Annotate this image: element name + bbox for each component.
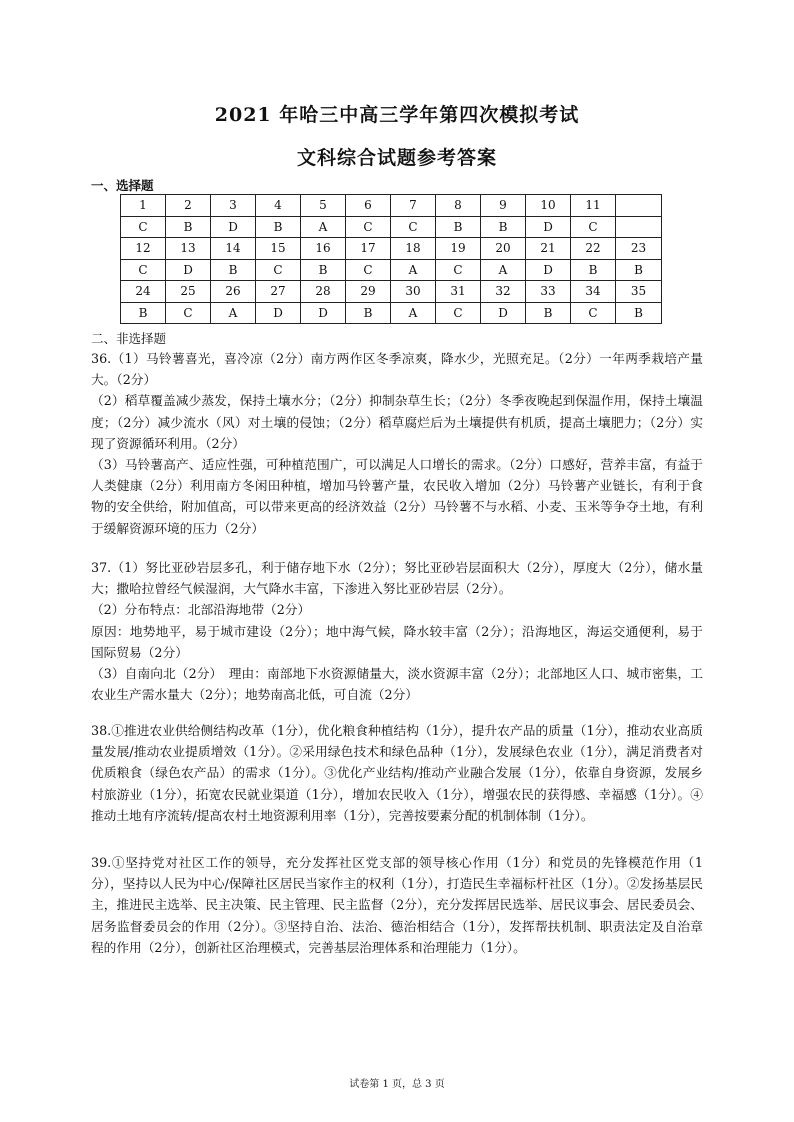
answer-38 [91, 720, 703, 826]
answer-37-reason: 原因：地势地平，易于城市建设（2分）；地中海气候，降水较丰富（2分）；沿海地区，海运交通便利，易于国际贸易（2分） [91, 623, 703, 660]
table-cell: A [211, 302, 256, 324]
table-cell: 30 [391, 281, 436, 303]
table-cell: A [391, 259, 436, 281]
table-cell: C [256, 259, 301, 281]
answer-36-part-2: （2）稻草覆盖减少蒸发，保持土壤水分；（2分）抑制杂草生长；（2分）冬季夜晚起到保温作用，保持土壤温度；（2分）减少流水（风）对土壤的侵蚀；（2分）稻草腐烂后为土壤提供有机质，提高土壤肥力；（2分）实现了资源循环利用。（2分） [91, 393, 703, 451]
table-cell: B [121, 302, 166, 324]
table-cell: B [571, 259, 616, 281]
table-cell: 25 [166, 281, 211, 303]
table-cell: D [526, 216, 571, 238]
table-cell: A [301, 216, 346, 238]
answer-36-part-1: 36.（1）马铃薯喜光，喜冷凉（2分）南方两作区冬季凉爽，降水少，光照充足。（2分）一年两季栽培产量大。（2分） [91, 351, 703, 388]
table-cell: D [301, 302, 346, 324]
table-cell: D [256, 302, 301, 324]
table-cell: D [211, 216, 256, 238]
table-cell: 13 [166, 238, 211, 260]
table-cell: A [481, 259, 526, 281]
table-cell: 1 [121, 195, 166, 217]
table-cell: 10 [526, 195, 571, 217]
table-cell: 11 [571, 195, 616, 217]
table-cell: 33 [526, 281, 571, 303]
table-cell: B [526, 302, 571, 324]
table-cell: 26 [211, 281, 256, 303]
answer-39-text: 39.①坚持党对社区工作的领导，充分发挥社区党支部的领导核心作用（1分）和党员的先锋模范作用（1分），坚持以人民为中心/保障社区居民当家作主的权利（1分），打造民生幸福标杆社区（1分）。②发扬基层民主，推进民主选举、民主决策、民主管理、民主监督（2分），充分发挥居民选举、居民议事会、居民委员会、居务监督委员会的作用（2分）。③坚持自治、法治、德治相结合（1分），发挥帮扶机制、职责法定及自治章程的作用（2分），创新社区治理模式，完善基层治理体系和治理能力（1分）。 [91, 855, 703, 955]
table-cell: C [166, 302, 211, 324]
table-cell: B [301, 259, 346, 281]
section-heading-choice: 一、选择题 [91, 178, 154, 193]
table-cell: 14 [211, 238, 256, 260]
answer-36 [91, 348, 703, 539]
table-cell: 28 [301, 281, 346, 303]
page-footer: 试卷第 1 页，总 3 页 [349, 1079, 445, 1090]
table-cell: B [481, 216, 526, 238]
table-cell: 15 [256, 238, 301, 260]
table-cell: B [616, 259, 662, 281]
table-row [121, 238, 662, 260]
answer-36-part-3: （3）马铃薯高产、适应性强，可种植范围广，可以满足人口增长的需求。（2分）口感好，营养丰富，有益于人类健康（2分）利用南方冬闲田种植，增加马铃薯产量，农民收入增加（2分）马铃薯产业链长，有利于食物的安全供给，附加值高，可以带来更高的经济效益（2分）马铃薯不与水稻、小麦、玉米等争夺土地，有利于缓解资源环境的压力（2分） [91, 457, 703, 536]
table-cell: C [346, 216, 391, 238]
answer-39 [91, 852, 703, 958]
table-cell: 34 [571, 281, 616, 303]
table-cell: C [121, 259, 166, 281]
table-cell: 12 [121, 238, 166, 260]
table-cell: 31 [436, 281, 481, 303]
table-cell [616, 216, 662, 238]
table-cell: C [571, 302, 616, 324]
table-cell: B [166, 216, 211, 238]
table-cell: 22 [571, 238, 616, 260]
answer-table [120, 194, 662, 324]
table-cell: C [436, 302, 481, 324]
table-cell: 9 [481, 195, 526, 217]
table-row [121, 216, 662, 238]
table-cell: C [571, 216, 616, 238]
table-cell: C [346, 259, 391, 281]
table-cell: B [256, 216, 301, 238]
table-cell: 35 [616, 281, 662, 303]
table-cell: 20 [481, 238, 526, 260]
table-cell: C [121, 216, 166, 238]
table-row [121, 302, 662, 324]
table-cell: 4 [256, 195, 301, 217]
table-cell: 21 [526, 238, 571, 260]
table-row [121, 281, 662, 303]
table-cell: D [481, 302, 526, 324]
table-cell: C [391, 216, 436, 238]
table-cell: 16 [301, 238, 346, 260]
table-cell: 29 [346, 281, 391, 303]
table-cell: 6 [346, 195, 391, 217]
table-cell: 19 [436, 238, 481, 260]
table-cell: C [436, 259, 481, 281]
answer-37 [91, 557, 703, 705]
table-cell: 18 [391, 238, 436, 260]
table-cell: A [391, 302, 436, 324]
table-cell: 32 [481, 281, 526, 303]
answer-38-text: 38.①推进农业供给侧结构改革（1分），优化粮食种植结构（1分），提升农产品的质量（1分），推动农业高质量发展/推动农业提质增效（1分）。②采用绿色技术和绿色品种（1分），发展绿色农业（1分），满足消费者对优质粮食（绿色农产品）的需求（1分）。③优化产业结构/推动产业融合发展（1分），依靠自身资源，发展乡村旅游业（1分），拓宽农民就业渠道（1分），增加农民收入（1分），增强农民的获得感、幸福感（1分）。④推动土地有序流转/提高农村土地资源利用率（1分），完善按要素分配的机制体制（1分）。 [91, 723, 703, 823]
table-cell: 23 [616, 238, 662, 260]
table-cell: 7 [391, 195, 436, 217]
table-cell: B [616, 302, 662, 324]
table-row [121, 259, 662, 281]
page-title: 2021 年哈三中高三学年第四次模拟考试 [214, 104, 580, 126]
answer-37-part-2: （2）分布特点：北部沿海地带（2分） [91, 602, 311, 618]
table-row [121, 195, 662, 217]
table-cell: 24 [121, 281, 166, 303]
table-cell: B [211, 259, 256, 281]
page-subtitle: 文科综合试题参考答案 [296, 147, 497, 169]
answer-37-part-3: （3）自南向北（2分） 理由：南部地下水资源储量大，淡水资源丰富（2分）；北部地区人口、城市密集，工农业生产需水量大（2分）；地势南高北低，可自流（2分） [91, 666, 703, 703]
table-cell: 17 [346, 238, 391, 260]
table-cell: 3 [211, 195, 256, 217]
table-cell: 5 [301, 195, 346, 217]
table-cell: B [436, 216, 481, 238]
table-cell: D [526, 259, 571, 281]
table-cell: 2 [166, 195, 211, 217]
table-cell: 8 [436, 195, 481, 217]
table-cell: B [346, 302, 391, 324]
answer-37-part-1: 37.（1）努比亚砂岩层多孔，利于储存地下水（2分）；努比亚砂岩层面积大（2分），厚度大（2分），储水量大；撒哈拉曾经气候湿润，大气降水丰富，下渗进入努比亚砂岩层（2分）。 [91, 560, 703, 597]
table-cell: 27 [256, 281, 301, 303]
table-cell [616, 195, 662, 217]
section-heading-nonchoice: 二、非选择题 [91, 331, 167, 346]
table-cell: D [166, 259, 211, 281]
